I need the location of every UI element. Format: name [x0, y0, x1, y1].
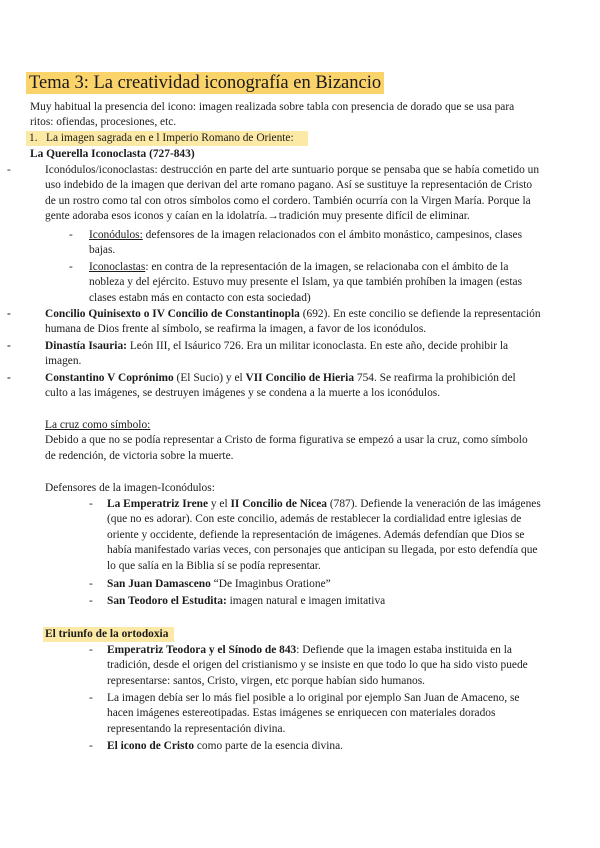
concilio-text-cont: humana de Dios frente al símbolo, se reafirma la imagen, a favor de los iconódulos. — [45, 323, 427, 336]
querella-heading — [30, 147, 195, 162]
intro-paragraph — [30, 100, 514, 131]
iconoclastas-item — [89, 260, 522, 306]
section-heading-text: La imagen sagrada en e l Imperio Romano de Oriente: — [46, 132, 294, 144]
irene-text-cont: oriente y occidente, defiende la representación de imágenes. Además defendían que Dios se — [107, 528, 525, 541]
paragraph-line: Iconódulos/iconoclastas: destrucción en parte del arte suntuario porque se pensaba que se había cometido un — [45, 164, 540, 176]
iconodulos-item — [89, 228, 522, 259]
icono-cristo-item — [107, 739, 343, 754]
irene-text-cont: (que no es adorar). Con este concilio, además de restablecer la cordialidad entre iglesias de — [107, 513, 522, 526]
bullet-dash: - — [7, 164, 11, 176]
irene-text-cont: lo que salía en la Biblia sí se podía representar. — [107, 559, 321, 572]
sub-bullet-dash: - — [89, 595, 93, 607]
iconodulos-text: defensores de la imagen relacionados con el ámbito monástico, campesinos, clases — [142, 229, 523, 241]
irene-mid: y el — [208, 498, 231, 510]
dinastia-title: Dinastía Isauria: — [45, 340, 127, 352]
iconoclastas-text: : en contra de la representación de la imagen, se relacionaba con el ámbito de la — [145, 261, 509, 273]
irene-title: La Emperatriz Irene — [107, 498, 209, 510]
cruz-text: Debido a que no se podía representar a Cristo de forma figurativa se empezó a usar la cruz, como símbolo — [45, 434, 528, 447]
cruz-section — [45, 418, 528, 464]
triunfo-heading-text: El triunfo de la ortodoxia — [45, 628, 169, 640]
sub-bullet-dash: - — [69, 261, 73, 273]
cristo-title: El icono de Cristo — [107, 740, 195, 752]
teodora-title: Emperatriz Teodora y el Sínodo de 843 — [107, 644, 297, 656]
juan-title: San Juan Damasceno — [107, 578, 211, 590]
constantino-title: Constantino V Coprónimo — [45, 372, 174, 384]
defensores-heading: Defensores de la imagen-Iconódulos: — [45, 482, 215, 494]
triunfo-heading — [43, 627, 174, 642]
teodora-text-cont: tradición, desde el origen del cristianismo y se insiste en que todo lo que ha sido visto puede — [107, 659, 528, 672]
fiel-text: hacen imágenes estereotipadas. Estas imágenes se enriquecen con materiales dorados — [107, 707, 496, 720]
sub-bullet-dash: - — [89, 740, 93, 752]
fiel-text: La imagen debía ser lo más fiel posible a lo original por ejemplo San Juan de Amaceno, se — [107, 692, 520, 704]
sub-bullet-dash: - — [89, 692, 93, 704]
intro-line: Muy habitual la presencia del icono: imagen realizada sobre tabla con presencia de dorado que se usa para — [30, 101, 515, 113]
teodora-item — [107, 643, 528, 689]
bullet-dash: - — [7, 372, 11, 384]
concilio-quinisexto-item — [45, 307, 541, 338]
fiel-item — [107, 691, 519, 737]
iconoclastas-text-cont: nobleza y del ejército. Estuvo muy presente el Islam, ya que también prohíben la imagen (estas — [89, 276, 523, 289]
teodora-text-cont: representarse: santos, Cristo, virgen, etc porque habían sido humanos. — [107, 674, 426, 687]
sub-bullet-dash: - — [69, 229, 73, 241]
irene-text-cont: había manifestado varias veces, con personajes que anticipan su llegada, por esto defendía que — [107, 544, 538, 557]
concilio-hieria-title: VII Concilio de Hieria — [245, 372, 355, 384]
paragraph-line: de un rostro como tal con otros símbolos como el cordero. También ocurría con la Virgen María. Porque la — [45, 194, 531, 207]
concilio-quinisexto-title: Concilio Quinisexto o IV Concilio de Constantinopla — [45, 308, 300, 320]
irene-text: (787). Defiende la veneración de las imágenes — [326, 498, 541, 510]
teodoro-item — [107, 594, 385, 609]
page-title: Tema 3: La creatividad iconografía en Bizancio — [26, 72, 384, 94]
juan-text: “De Imaginbus Oratione” — [210, 578, 331, 590]
cristo-text: como parte de la esencia divina. — [194, 740, 343, 752]
cruz-text: de redención, de victoria sobre la muerte. — [45, 449, 234, 462]
nicea-title: II Concilio de Nicea — [230, 498, 327, 510]
constantino-mid: (El Sucio) y el — [173, 372, 246, 384]
paragraph-line: uso indebido de la imagen que derivan del arte romano pagano. Así se sustituye la representación de Cristo — [45, 179, 533, 192]
dinastia-isauria-item — [45, 339, 508, 370]
juan-damasceno-item — [107, 577, 331, 592]
teodoro-text: imagen natural e imagen imitativa — [226, 595, 386, 607]
section-number: 1. — [29, 132, 38, 144]
section-1-heading — [26, 131, 308, 146]
iconodulos-iconoclastas-paragraph — [45, 163, 539, 225]
constantino-text-cont: culto a las imágenes, se destruyen imágenes y se condena a la muerte a los iconódulos. — [45, 387, 441, 400]
constantino-text: 754. Se reafirma la prohibición del — [354, 372, 516, 384]
constantino-item — [45, 371, 516, 402]
dinastia-text-cont: imagen. — [45, 355, 82, 368]
teodora-text: : Defiende que la imagen estaba instituida en la — [296, 644, 512, 656]
irene-item — [107, 497, 541, 574]
iconoclastas-text-cont: clases estabn más en contacto con esta sociedad) — [89, 291, 311, 304]
iconoclastas-label: Iconoclastas — [89, 261, 146, 273]
concilio-text: (692). En este concilio se defiende la representación — [299, 308, 541, 320]
intro-line: ritos: ofiendas, procesiones, etc. — [30, 116, 177, 129]
sub-bullet-dash: - — [89, 578, 93, 590]
sub-bullet-dash: - — [89, 644, 93, 656]
paragraph-line: gente adoraba esos iconos y caían en la idolatría.→tradición muy presente difícil de eliminar. — [45, 210, 470, 223]
cruz-heading: La cruz como símbolo: — [45, 419, 151, 431]
iconodulos-text-cont: bajas. — [89, 244, 116, 257]
querella-heading-text: La Querella Iconoclasta (727-843) — [30, 148, 195, 160]
bullet-dash: - — [7, 340, 11, 352]
bullet-dash: - — [7, 308, 11, 320]
teodoro-title: San Teodoro el Estudita: — [107, 595, 227, 607]
fiel-text: representando la representación divina. — [107, 722, 286, 735]
dinastia-text: León III, el Isáurico 726. Era un militar iconoclasta. En este año, decide prohibir la — [126, 340, 509, 352]
iconodulos-label: Iconódulos: — [89, 229, 143, 241]
sub-bullet-dash: - — [89, 498, 93, 510]
